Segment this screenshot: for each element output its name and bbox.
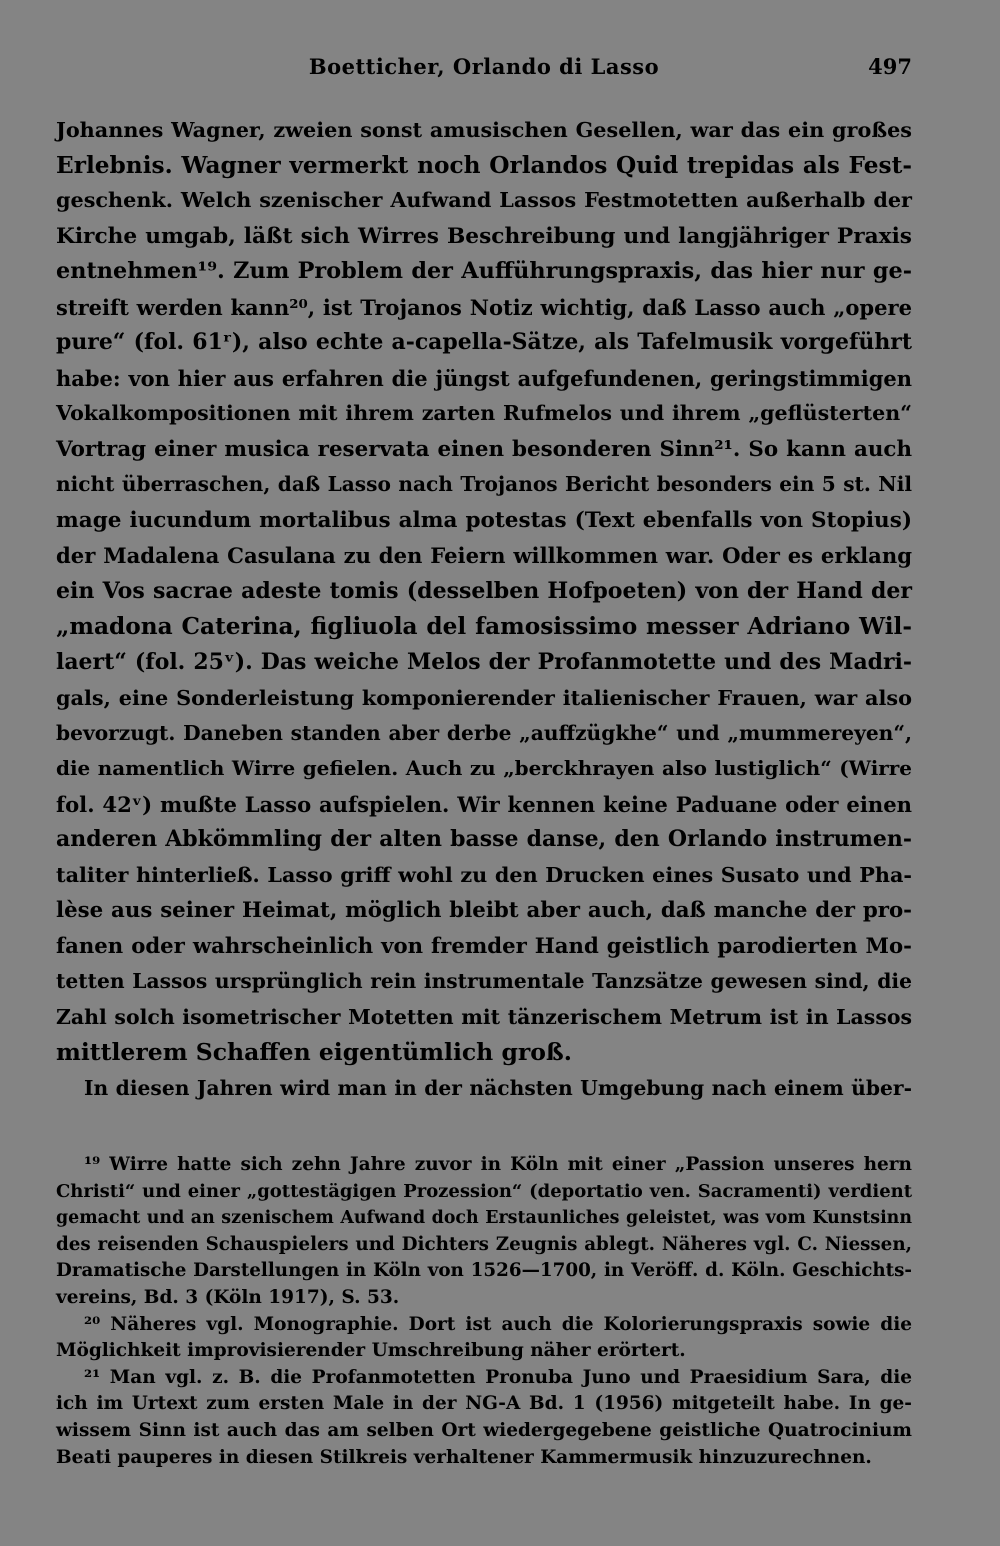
text-line: laert“ (fol. 25ᵛ). Das weiche Melos der Profanmotette und des Madri-: [56, 648, 912, 675]
footnote-line: gemacht und an szenischem Aufwand doch Erstaunliches geleistet, was vom Kunstsinn: [56, 1208, 912, 1229]
text-line: tetten Lassos ursprünglich rein instrumentale Tanzsätze gewesen sind, die: [56, 969, 912, 993]
text-line: Zahl solch isometrischer Motetten mit tänzerischem Metrum ist in Lassos: [56, 1004, 912, 1029]
page-header: [56, 50, 912, 90]
footnotes: [56, 1152, 912, 1471]
text-line: der Madalena Casulana zu den Feiern willkommen war. Oder es erklang: [56, 543, 912, 568]
text-line: Vokalkompositionen mit ihrem zarten Rufmelos und ihrem „geflüsterten“: [56, 401, 912, 425]
text-line: nicht überraschen, daß Lasso nach Trojanos Bericht besonders ein 5 st. Nil: [56, 472, 912, 496]
text-line: bevorzugt. Daneben standen aber derbe „auffzügkhe“ und „mummereyen“,: [56, 720, 912, 745]
text-line: „madona Caterina, figliuola del famosissimo messer Adriano Wil-: [56, 613, 912, 640]
text-line: In diesen Jahren wird man in der nächsten Umgebung nach einem über-: [84, 1075, 912, 1100]
text-line: taliter hinterließ. Lasso griff wohl zu den Drucken eines Susato und Pha-: [56, 862, 912, 887]
text-line: lèse aus seiner Heimat, möglich bleibt aber auch, daß manche der pro-: [56, 898, 912, 923]
page-number: 497: [868, 54, 912, 79]
book-page: [56, 50, 912, 1471]
running-head: Boetticher, Orlando di Lasso: [308, 54, 660, 79]
text-line: fanen oder wahrscheinlich von fremder Hand geistlich parodierten Mo-: [56, 933, 912, 959]
footnote-line: Möglichkeit improvisierender Umschreibung näher erörtert.: [56, 1340, 686, 1362]
text-line: streift werden kann²⁰, ist Trojanos Notiz wichtig, daß Lasso auch „opere: [56, 294, 912, 320]
main-text: [56, 112, 912, 1106]
text-line: die namentlich Wirre gefielen. Auch zu „berckhrayen also lustiglich“ (Wirre: [56, 756, 912, 780]
text-line: habe: von hier aus erfahren die jüngst aufgefundenen, geringstimmigen: [56, 365, 912, 391]
text-line: entnehmen¹⁹. Zum Problem der Aufführungspraxis, das hier nur ge-: [56, 258, 912, 284]
footnote-line: Dramatische Darstellungen in Köln von 1526—1700, in Veröff. d. Köln. Geschichts-: [56, 1260, 912, 1282]
text-line: Vortrag einer musica reservata einen besonderen Sinn²¹. So kann auch: [56, 436, 912, 462]
text-line: Erlebnis. Wagner vermerkt noch Orlandos Quid trepidas als Fest-: [56, 151, 912, 179]
text-line: Johannes Wagner, zweien sonst amusischen Gesellen, war das ein großes: [56, 117, 912, 142]
text-line: fol. 42ᵛ) mußte Lasso aufspielen. Wir kennen keine Paduane oder einen: [56, 791, 912, 817]
footnote-line: ²⁰ Näheres vgl. Monographie. Dort ist auch die Kolorierungspraxis sowie die: [84, 1313, 912, 1335]
text-line: gals, eine Sonderleistung komponierender italienischer Frauen, war also: [56, 685, 912, 710]
footnote-line: wissem Sinn ist auch das am selben Ort wiedergegebene geistliche Quatrocinium: [56, 1419, 912, 1441]
text-line: pure“ (fol. 61ʳ), also echte a-capella-Sätze, als Tafelmusik vorgeführt: [56, 329, 912, 355]
footnote-line: Christi“ und einer „gottestägigen Prozession“ (deportatio ven. Sacramenti) verdient: [56, 1180, 912, 1202]
footnote-line: ich im Urtext zum ersten Male in der NG-A Bd. 1 (1956) mitgeteilt habe. In ge-: [56, 1393, 912, 1415]
footnote-line: des reisenden Schauspielers und Dichters Zeugnis ablegt. Näheres vgl. C. Niessen,: [56, 1233, 912, 1255]
text-line: mage iucundum mortalibus alma potestas (Text ebenfalls von Stopius): [56, 507, 912, 533]
text-line: mittlerem Schaffen eigentümlich groß.: [56, 1038, 572, 1066]
text-line: ein Vos sacrae adeste tomis (desselben Hofpoeten) von der Hand der: [56, 577, 912, 604]
text-line: geschenk. Welch szenischer Aufwand Lassos Festmotetten außerhalb der: [56, 188, 912, 212]
text-line: Kirche umgab, läßt sich Wirres Beschreibung und langjähriger Praxis: [56, 223, 912, 249]
text-line: anderen Abkömmling der alten basse danse, den Orlando instrumen-: [56, 826, 912, 852]
footnote-line: ¹⁹ Wirre hatte sich zehn Jahre zuvor in Köln mit einer „Passion unseres hern: [84, 1154, 912, 1175]
footnote-line: Beati pauperes in diesen Stilkreis verhaltener Kammermusik hinzuzurechnen.: [56, 1446, 872, 1468]
footnote-line: ²¹ Man vgl. z. B. die Profanmotetten Pronuba Juno und Praesidium Sara, die: [84, 1366, 912, 1388]
footnote-line: vereins, Bd. 3 (Köln 1917), S. 53.: [56, 1286, 400, 1308]
